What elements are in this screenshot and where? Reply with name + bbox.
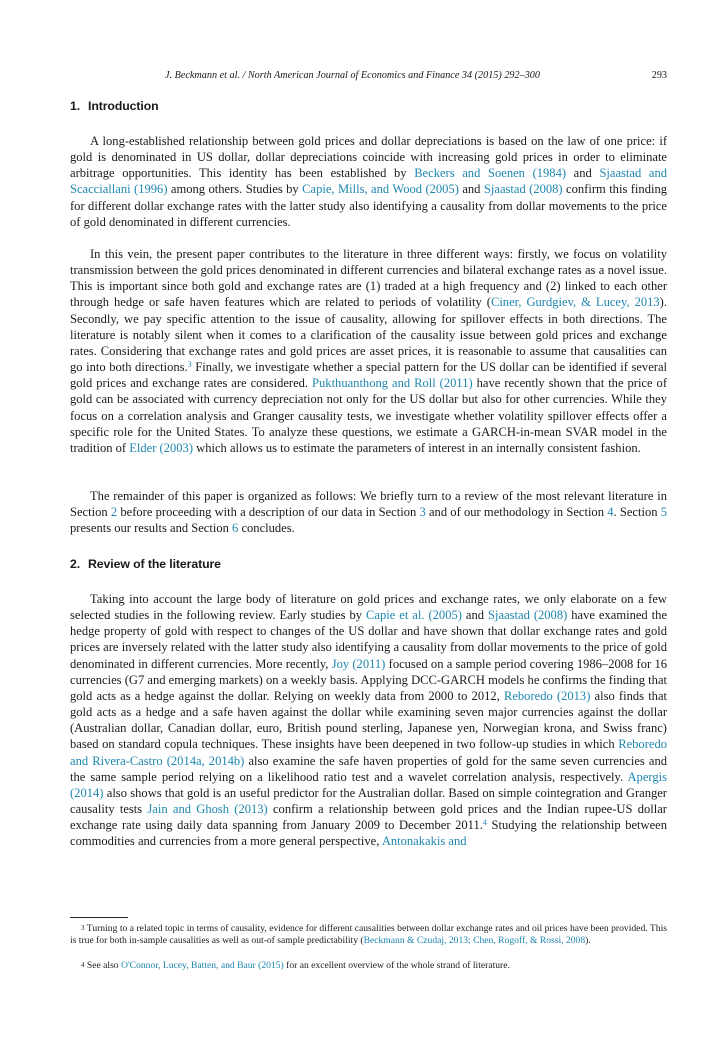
intro-paragraph-2 [70,246,667,456]
intro-paragraph-3 [70,488,667,536]
body-text: for an excellent overview of the whole strand of literature. [283,960,510,971]
body-text: which allows us to estimate the parameters of interest in an internally consistent fashion. [193,440,641,455]
footnote-marker: 3 [81,924,85,932]
citation-link[interactable]: Sjaastad (2008) [483,182,563,197]
journal-reference: J. Beckmann et al. / North American Journal of Economics and Finance 34 (2015) 292–300 [165,70,540,81]
footnote-separator [70,917,128,918]
citation-link[interactable]: Antonakakis and [381,834,467,849]
body-text: presents our results and Section [70,521,233,536]
citation-link[interactable]: Sjaastad (2008) [488,608,568,623]
body-text: ). [585,935,591,947]
body-text: Turning to a related topic in terms of causality, evidence for different causalities between dollar exchange rates and oil prices have been provided. This is true for both in-sample causalities as well as out-of sample predictability ( [70,923,667,947]
body-text: Finally, we investigate whether a special pattern for the US dollar can be identified if several gold prices and exchange rates are considered. [70,360,667,391]
body-text: In this vein, the present paper contributes to the literature in three different ways: firstly, we focus on volatility transmission between the gold prices denominated in different currencies and bilateral exchange rates as a novel issue. This is important since both gold and exchange rates are (1) traded at a high frequency and (2) linked to each other through hedge or safe haven features which are related to periods of volatility ( [70,247,667,310]
citation-link[interactable]: 2 [110,505,118,520]
citation-link[interactable]: 5 [660,505,667,520]
section-title: Introduction [88,99,159,113]
body-text: also examine the safe haven properties of gold for the same seven currencies and the same sample period relying on a likelihood ratio test and a wavelet correlation analysis, respectively. [70,753,667,784]
body-text: focused on a sample period covering 1986–2008 for 16 currencies (G7 and emerging markets) on a weekly basis. Applying DCC-GARCH models he confirms the finding that gold acts as a hedge against the dollar. Relying on weekly data from 2000 to 2012, [70,656,667,703]
body-text: and [461,608,489,623]
citation-link[interactable]: Pukthuanthong and Roll (2011) [312,376,473,391]
citation-link[interactable]: Apergis (2014) [70,769,667,800]
intro-paragraph-1 [70,133,667,230]
body-text: and [458,182,484,197]
body-text: confirm this finding for different dollar exchange rates with the latter study also identifying a causality from dollar movements to the price of gold denominated in different currencies. [70,182,668,229]
body-text: . Section [613,505,661,520]
body-text: also finds that gold acts as a hedge and a safe haven against the dollar while examining seven major currencies against the dollar (Australian dollar, Canadian dollar, euro, British pound sterling, Japanese yen, Norwegian krona, and Swiss franc) based on standard copula techniques. These insights have been deepened in two follow-up studies in which [70,688,668,752]
section-title: Review of the literature [88,557,221,571]
citation-link[interactable]: Ciner, Gurdgiev, & Lucey, 2013 [490,295,660,310]
citation-link[interactable]: Beckmann & Czudaj, 2013; Chen, Rogoff, & Rossi, 2008 [363,935,586,947]
body-text: Taking into account the large body of literature on gold prices and exchange rates, we only elaborate on a few selected studies in the following review. Early studies by [70,592,667,623]
body-text: have recently shown that the price of gold can be associated with currency depreciation not only for the US dollar but also for other currencies. While they focus on a correlation analysis and Granger causality tests, we investigate whether volatility spillover effects offer a specific role for the United States. To analyze these questions, we estimate a GARCH-in-mean SVAR model in the tradition of [70,376,667,455]
citation-link[interactable]: Sjaastad and Scacciallani (1996) [70,166,668,197]
citation-link[interactable]: 6 [232,521,239,536]
citation-link[interactable]: Reboredo and Rivera-Castro (2014a, 2014b) [70,737,667,768]
citation-link[interactable]: Beckers and Soenen (1984) [414,166,567,181]
citation-link[interactable]: Reboredo (2013) [503,688,591,703]
section-number: 1. [70,99,81,113]
citation-link[interactable]: 4 [607,505,614,520]
body-text: before proceeding with a description of our data in Section [117,505,420,520]
citation-link[interactable]: Capie, Mills, and Wood (2005) [302,182,459,197]
body-text: have examined the hedge property of gold with respect to changes of the US dollar and have shown that dollar exchange rates and gold prices are inversely related with the latter study also identifying a causality from dollar movements to the price of gold denominated in different currencies. More recently, [70,608,668,671]
body-text: Studying the relationship between commodities and currencies from a more general perspective, [70,818,667,849]
citation-link[interactable]: Joy (2011) [331,656,386,671]
page-number: 293 [651,70,667,81]
footnote-4 [70,960,667,972]
footnote-ref-link[interactable]: 4 [482,818,487,828]
body-text: among others. Studies by [167,182,303,197]
body-text: A long-established relationship between gold prices and dollar depreciations is based on the law of one price: if gold is denominated in US dollar, dollar depreciations coincide with increasing gold prices in order to eliminate arbitrage opportunities. This identity has been established by [70,134,667,181]
body-text: The remainder of this paper is organized as follows: We briefly turn to a review of the most relevant literature in Section [70,489,667,520]
body-text: also shows that gold is an useful predictor for the Australian dollar. Based on simple cointegration and Granger causality tests [70,785,667,817]
citation-link[interactable]: Capie et al. (2005) [366,608,462,623]
review-paragraph-1 [70,591,667,850]
body-text: concludes. [238,521,295,536]
citation-link[interactable]: 3 [419,505,426,520]
footnote-ref-link[interactable]: 3 [187,360,192,370]
body-text: ). Secondly, we pay specific attention to the issue of causality, allowing for spillover effects in both directions. The literature is notably silent when it comes to a clarification of the causality issue between gold prices and exchange rates. Considering that exchange rates and gold prices are asset prices, it is reasonable to assume that causalities can go into both directions. [70,295,667,375]
section-heading-literature-review [70,557,221,571]
citation-link[interactable]: O'Connor, Lucey, Batten, and Baur (2015) [121,960,284,971]
running-head [70,70,667,84]
body-text: See also [84,960,122,971]
footnote-3 [70,923,667,948]
footnote-marker: 4 [81,961,85,969]
section-number: 2. [70,557,81,571]
body-text: and [566,166,600,181]
body-text: confirm a relationship between gold prices and the Indian rupee-US dollar exchange rate using daily data spanning from January 2009 to December 2011. [70,802,667,833]
body-text: and of our methodology in Section [425,505,608,520]
section-heading-introduction [70,99,159,113]
citation-link[interactable]: Elder (2003) [129,440,194,455]
citation-link[interactable]: Jain and Ghosh (2013) [147,802,268,817]
